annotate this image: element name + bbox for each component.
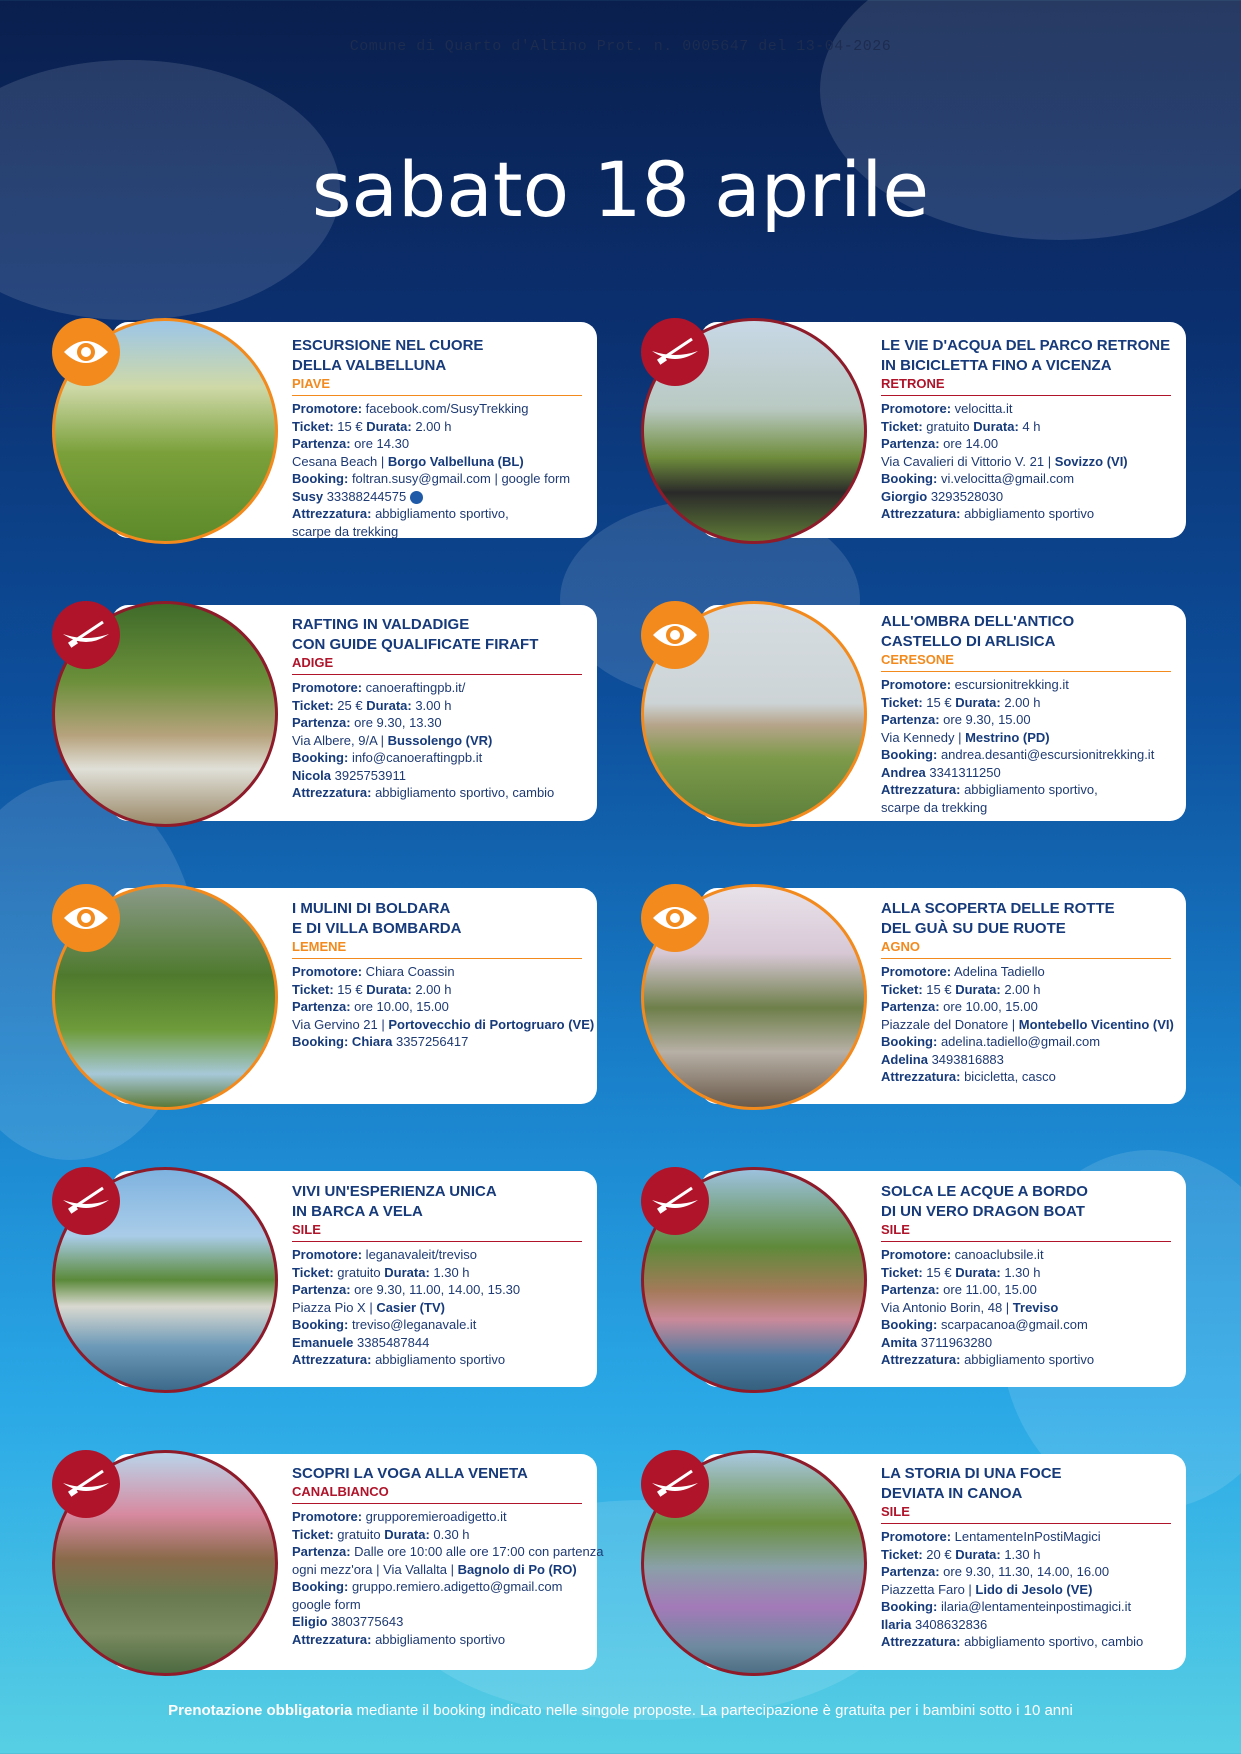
departure-line: Partenza: ore 14.00 [881, 436, 999, 451]
canoe-icon [641, 1167, 709, 1235]
event-info [881, 612, 1171, 816]
equipment-line: Attrezzatura: abbigliamento sportivo, cambio [292, 785, 555, 800]
eye-icon [641, 601, 709, 669]
event-info [881, 1464, 1171, 1651]
ticket-line: Ticket: 25 € Durata: 3.00 h [292, 697, 452, 713]
promoter-line: Promotore: canoeraftingpb.it/ [292, 680, 466, 695]
promoter-line: Promotore: escursionitrekking.it [881, 677, 1069, 692]
event-title: CON GUIDE QUALIFICATE FIRAFT [292, 636, 539, 653]
location-line: Cesana Beach | Borgo Valbelluna (BL) [292, 453, 524, 469]
equipment-line: Attrezzatura: abbigliamento sportivo [881, 506, 1095, 521]
location-line: ogni mezz'ora | Via Vallalta | Bagnolo di Po (RO) [292, 1561, 577, 1577]
contact-line: Giorgio 3293528030 [881, 488, 1004, 504]
equipment-line: Attrezzatura: abbigliamento sportivo [292, 1631, 506, 1647]
booking-line: Booking: adelina.tadiello@gmail.com [881, 1034, 1101, 1049]
booking-line: Booking: andrea.desanti@escursionitrekking.it [881, 747, 1155, 762]
event-title: ALL'OMBRA DELL'ANTICO [881, 613, 1075, 630]
ticket-line: Ticket: gratuito Durata: 1.30 h [292, 1264, 470, 1280]
eye-icon [52, 318, 120, 386]
contact-line: Andrea 3341311250 [881, 764, 1001, 780]
event-title: DELLA VALBELLUNA [292, 357, 447, 374]
location-line: Piazzale del Donatore | Montebello Vicentino (VI) [881, 1016, 1174, 1032]
booking-line: Booking: gruppo.remiero.adigetto@gmail.com [292, 1579, 563, 1594]
location-line: Via Cavalieri di Vittorio V. 21 | Sovizzo (VI) [881, 453, 1128, 469]
event-title: ESCURSIONE NEL CUORE [292, 337, 484, 354]
contact-line: Eligio 3803775643 [292, 1614, 404, 1629]
event-title: SCOPRI LA VOGA ALLA VENETA [292, 1465, 528, 1482]
equipment-line: Attrezzatura: bicicletta, casco [881, 1069, 1056, 1084]
departure-line: Partenza: ore 9.30, 15.00 [881, 712, 1031, 727]
page-title: sabato 18 aprile [311, 145, 930, 234]
event-info [292, 1464, 603, 1648]
equipment-line-cont: scarpe da trekking [292, 523, 399, 539]
event-title: SOLCA LE ACQUE A BORDO [881, 1183, 1088, 1200]
departure-line: Partenza: ore 14.30 [292, 436, 410, 451]
promoter-line: Promotore: Adelina Tadiello [881, 964, 1045, 979]
event-title: IN BICICLETTA FINO A VICENZA [881, 357, 1112, 374]
booking-line: Booking: vi.velocitta@gmail.com [881, 471, 1075, 486]
event-title: DI UN VERO DRAGON BOAT [881, 1203, 1085, 1220]
ticket-line: Ticket: gratuito Durata: 0.30 h [292, 1526, 470, 1542]
equipment-line: Attrezzatura: abbigliamento sportivo [881, 1352, 1095, 1367]
event-title: VIVI UN'ESPERIENZA UNICA [292, 1183, 497, 1200]
booking-line: Booking: info@canoeraftingpb.it [292, 750, 483, 765]
departure-line: Partenza: Dalle ore 10:00 alle ore 17:00 con partenza [292, 1544, 604, 1559]
event-title: E DI VILLA BOMBARDA [292, 920, 462, 937]
event-title: I MULINI DI BOLDARA [292, 900, 451, 917]
river-name: LEMENE [292, 939, 582, 959]
contact-line: Nicola 3925753911 [292, 767, 406, 783]
location-line: Via Antonio Borin, 48 | Treviso [881, 1299, 1059, 1315]
ticket-line: Ticket: 15 € Durata: 1.30 h [881, 1264, 1041, 1280]
event-info [292, 615, 582, 802]
event-info [881, 899, 1174, 1086]
event-title: DEL GUÀ SU DUE RUOTE [881, 920, 1066, 937]
eye-icon [641, 884, 709, 952]
contact-line: Adelina 3493816883 [881, 1051, 1004, 1067]
river-name: PIAVE [292, 376, 582, 396]
booking-line: Booking: treviso@leganavale.it [292, 1317, 477, 1332]
event-info [881, 336, 1171, 523]
equipment-line: Attrezzatura: abbigliamento sportivo, [881, 782, 1098, 797]
event-title: ALLA SCOPERTA DELLE ROTTE [881, 900, 1115, 917]
river-name: ADIGE [292, 655, 582, 675]
equipment-line: Attrezzatura: abbigliamento sportivo, [292, 506, 509, 521]
whatsapp-icon [410, 491, 423, 504]
contact-line: Susy 33388244575 [292, 488, 582, 506]
contact-line: Emanuele 3385487844 [292, 1334, 430, 1350]
location-line: Via Gervino 21 | Portovecchio di Portogruaro (VE) [292, 1016, 595, 1032]
canoe-icon [641, 318, 709, 386]
departure-line: Partenza: ore 9.30, 11.30, 14.00, 16.00 [881, 1564, 1110, 1579]
departure-line: Partenza: ore 9.30, 13.30 [292, 715, 442, 730]
ticket-line: Ticket: gratuito Durata: 4 h [881, 418, 1041, 434]
ticket-line: Ticket: 15 € Durata: 2.00 h [292, 418, 452, 434]
canoe-icon [52, 1167, 120, 1235]
promoter-line: Promotore: leganavaleit/treviso [292, 1247, 477, 1262]
promoter-line: Promotore: canoaclubsile.it [881, 1247, 1044, 1262]
canoe-icon [52, 601, 120, 669]
promoter-line: Promotore: grupporemieroadigetto.it [292, 1509, 507, 1524]
location-line: Piazza Pio X | Casier (TV) [292, 1299, 445, 1315]
eye-icon [52, 884, 120, 952]
promoter-line: Promotore: velocitta.it [881, 401, 1013, 416]
canoe-icon [641, 1450, 709, 1518]
promoter-line: Promotore: facebook.com/SusyTrekking [292, 401, 529, 416]
promoter-line: Promotore: Chiara Coassin [292, 964, 455, 979]
event-title: RAFTING IN VALDADIGE [292, 616, 470, 633]
river-name: RETRONE [881, 376, 1171, 396]
booking-line: Booking: ilaria@lentamenteinpostimagici.it [881, 1599, 1132, 1614]
ticket-line: Ticket: 15 € Durata: 2.00 h [881, 694, 1041, 710]
river-name: SILE [292, 1222, 582, 1242]
protocol-stamp: Comune di Quarto d'Altino Prot. n. 0005647 del 13-04-2026 [349, 38, 892, 55]
ticket-line: Ticket: 15 € Durata: 2.00 h [292, 981, 452, 997]
equipment-line: Attrezzatura: abbigliamento sportivo, cambio [881, 1634, 1144, 1649]
event-info [881, 1182, 1171, 1369]
river-name: CERESONE [881, 652, 1171, 672]
equipment-line: Attrezzatura: abbigliamento sportivo [292, 1352, 506, 1367]
event-title: IN BARCA A VELA [292, 1203, 423, 1220]
promoter-line: Promotore: LentamenteInPostiMagici [881, 1529, 1101, 1544]
location-line: Via Kennedy | Mestrino (PD) [881, 729, 1050, 745]
river-name: AGNO [881, 939, 1171, 959]
event-title: DEVIATA IN CANOA [881, 1485, 1023, 1502]
location-line: Piazzetta Faro | Lido di Jesolo (VE) [881, 1581, 1093, 1597]
river-name: SILE [881, 1222, 1171, 1242]
event-info [292, 899, 594, 1051]
ticket-line: Ticket: 15 € Durata: 2.00 h [881, 981, 1041, 997]
river-name: CANALBIANCO [292, 1484, 582, 1504]
booking-line-cont: google form [292, 1596, 361, 1612]
event-title: CASTELLO DI ARLISICA [881, 633, 1056, 650]
event-info [292, 1182, 582, 1369]
booking-line: Booking: Chiara 3357256417 [292, 1034, 469, 1049]
location-line: Via Albere, 9/A | Bussolengo (VR) [292, 732, 493, 748]
booking-line: Booking: foltran.susy@gmail.com | google form [292, 471, 571, 486]
canoe-icon [52, 1450, 120, 1518]
footer-note: Prenotazione obbligatoria mediante il booking indicato nelle singole proposte. La partecipazione è gratuita per i bambini sotto i 10 anni [168, 1702, 1073, 1719]
departure-line: Partenza: ore 10.00, 15.00 [881, 999, 1038, 1014]
contact-line: Amita 3711963280 [881, 1334, 993, 1350]
contact-line: Ilaria 3408632836 [881, 1616, 988, 1632]
departure-line: Partenza: ore 9.30, 11.00, 14.00, 15.30 [292, 1282, 521, 1297]
event-title: LE VIE D'ACQUA DEL PARCO RETRONE [881, 337, 1171, 354]
ticket-line: Ticket: 20 € Durata: 1.30 h [881, 1546, 1041, 1562]
booking-line: Booking: scarpacanoa@gmail.com [881, 1317, 1088, 1332]
event-info [292, 336, 582, 540]
river-name: SILE [881, 1504, 1171, 1524]
event-title: LA STORIA DI UNA FOCE [881, 1465, 1062, 1482]
departure-line: Partenza: ore 10.00, 15.00 [292, 999, 449, 1014]
departure-line: Partenza: ore 11.00, 15.00 [881, 1282, 1037, 1297]
equipment-line-cont: scarpe da trekking [881, 799, 988, 815]
